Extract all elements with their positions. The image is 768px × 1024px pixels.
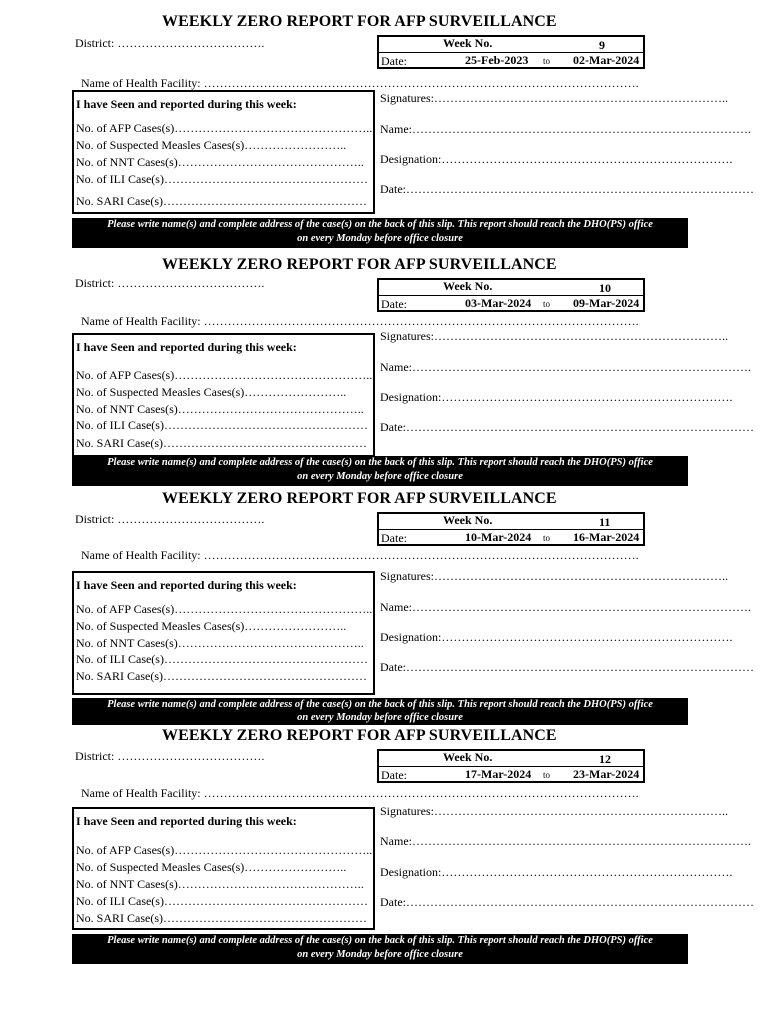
measles-cases-field[interactable]: No. of Suspected Measles Cases(s)…………………….. <box>76 619 347 633</box>
name-field[interactable]: Name:…………………………………………………………………………. <box>380 600 751 614</box>
signatures-field[interactable]: Signatures:……………………………………………………………….. <box>380 329 728 343</box>
cases-box <box>72 333 375 457</box>
ili-cases-field[interactable]: No. of ILI Case(s)…………………………………………… <box>76 418 368 432</box>
week-box <box>377 35 645 69</box>
cases-box <box>72 807 375 930</box>
banner-line-2: on every Monday before office closure <box>297 949 463 960</box>
ili-cases-field[interactable]: No. of ILI Case(s)…………………………………………… <box>76 894 368 908</box>
cases-heading: I have Seen and reported during this week: <box>76 97 297 111</box>
health-facility-field[interactable]: Name of Health Facility: ………………………………………………………………………………………………. <box>81 76 639 90</box>
date-label: Date: <box>381 531 407 545</box>
banner-line-2: on every Monday before office closure <box>297 471 463 482</box>
sari-cases-field[interactable]: No. SARI Case(s)…………………………………………… <box>76 436 367 450</box>
cases-box <box>72 571 375 695</box>
signature-date-field[interactable]: Date:…………………………………………………………………………… <box>380 895 754 909</box>
health-facility-field[interactable]: Name of Health Facility: ………………………………………………………………………………………………. <box>81 548 639 562</box>
week-no-label: Week No. <box>443 36 493 50</box>
signatures-field[interactable]: Signatures:……………………………………………………………….. <box>380 569 728 583</box>
signatures-field[interactable]: Signatures:……………………………………………………………….. <box>380 804 728 818</box>
date-to: 09-Mar-2024 <box>573 296 640 310</box>
cases-heading: I have Seen and reported during this week: <box>76 814 297 828</box>
week-number: 9 <box>599 38 605 52</box>
name-field[interactable]: Name:…………………………………………………………………………. <box>380 360 751 374</box>
date-from: 03-Mar-2024 <box>465 296 532 310</box>
ili-cases-field[interactable]: No. of ILI Case(s)…………………………………………… <box>76 172 368 186</box>
health-facility-field[interactable]: Name of Health Facility: ………………………………………………………………………………………………. <box>81 786 639 800</box>
measles-cases-field[interactable]: No. of Suspected Measles Cases(s)…………………….. <box>76 860 347 874</box>
signature-date-field[interactable]: Date:…………………………………………………………………………… <box>380 660 754 674</box>
report-slip <box>0 256 768 492</box>
district-field[interactable]: District: ………………………………. <box>75 276 265 290</box>
district-field[interactable]: District: ………………………………. <box>75 36 265 50</box>
nnt-cases-field[interactable]: No. of NNT Cases(s)……………………………………….. <box>76 155 364 169</box>
slip-title: WEEKLY ZERO REPORT FOR AFP SURVEILLANCE <box>162 490 557 507</box>
banner-line-1: Please write name(s) and complete address of the case(s) on the back of this slip. This report should reach the DHO(PS) office <box>107 935 653 946</box>
instruction-banner <box>72 698 688 725</box>
week-number: 10 <box>599 281 611 295</box>
week-number: 11 <box>599 515 611 529</box>
ili-cases-field[interactable]: No. of ILI Case(s)…………………………………………… <box>76 652 368 666</box>
nnt-cases-field[interactable]: No. of NNT Cases(s)……………………………………….. <box>76 402 364 416</box>
instruction-banner <box>72 218 688 248</box>
date-to-label: to <box>543 770 551 780</box>
week-number: 12 <box>599 752 611 766</box>
afp-cases-field[interactable]: No. of AFP Cases(s)………………………………………….. <box>76 843 373 857</box>
date-from: 10-Mar-2024 <box>465 530 532 544</box>
banner-line-1: Please write name(s) and complete address of the case(s) on the back of this slip. This report should reach the DHO(PS) office <box>107 219 653 230</box>
date-from: 25-Feb-2023 <box>465 53 529 67</box>
banner-line-2: on every Monday before office closure <box>297 233 463 244</box>
designation-field[interactable]: Designation:………………………………………………………………. <box>380 865 733 879</box>
date-label: Date: <box>381 54 407 68</box>
name-field[interactable]: Name:…………………………………………………………………………. <box>380 122 751 136</box>
slip-title: WEEKLY ZERO REPORT FOR AFP SURVEILLANCE <box>162 727 557 744</box>
cases-box <box>72 90 375 214</box>
district-field[interactable]: District: ………………………………. <box>75 512 265 526</box>
week-box <box>377 512 645 546</box>
name-field[interactable]: Name:…………………………………………………………………………. <box>380 834 751 848</box>
date-from: 17-Mar-2024 <box>465 767 532 781</box>
afp-cases-field[interactable]: No. of AFP Cases(s)………………………………………….. <box>76 602 373 616</box>
report-slip <box>0 490 768 726</box>
date-label: Date: <box>381 768 407 782</box>
designation-field[interactable]: Designation:………………………………………………………………. <box>380 390 733 404</box>
banner-line-1: Please write name(s) and complete address of the case(s) on the back of this slip. This report should reach the DHO(PS) office <box>107 457 653 468</box>
designation-field[interactable]: Designation:………………………………………………………………. <box>380 630 733 644</box>
afp-cases-field[interactable]: No. of AFP Cases(s)………………………………………….. <box>76 121 373 135</box>
cases-heading: I have Seen and reported during this week: <box>76 578 297 592</box>
measles-cases-field[interactable]: No. of Suspected Measles Cases(s)…………………….. <box>76 385 347 399</box>
date-to-label: to <box>543 533 551 543</box>
week-box <box>377 749 645 783</box>
report-slip <box>0 13 768 249</box>
sari-cases-field[interactable]: No. SARI Case(s)…………………………………………… <box>76 669 367 683</box>
week-box <box>377 278 645 312</box>
week-no-label: Week No. <box>443 279 493 293</box>
cases-heading: I have Seen and reported during this week: <box>76 340 297 354</box>
date-label: Date: <box>381 297 407 311</box>
nnt-cases-field[interactable]: No. of NNT Cases(s)……………………………………….. <box>76 877 364 891</box>
instruction-banner <box>72 934 688 964</box>
nnt-cases-field[interactable]: No. of NNT Cases(s)……………………………………….. <box>76 636 364 650</box>
slip-title: WEEKLY ZERO REPORT FOR AFP SURVEILLANCE <box>162 13 557 30</box>
date-to: 02-Mar-2024 <box>573 53 640 67</box>
signature-date-field[interactable]: Date:…………………………………………………………………………… <box>380 420 754 434</box>
district-field[interactable]: District: ………………………………. <box>75 749 265 763</box>
measles-cases-field[interactable]: No. of Suspected Measles Cases(s)…………………….. <box>76 138 347 152</box>
report-slip <box>0 727 768 963</box>
instruction-banner <box>72 456 688 486</box>
banner-line-2: on every Monday before office closure <box>297 712 463 723</box>
slip-title: WEEKLY ZERO REPORT FOR AFP SURVEILLANCE <box>162 256 557 273</box>
signatures-field[interactable]: Signatures:……………………………………………………………….. <box>380 91 728 105</box>
week-no-label: Week No. <box>443 750 493 764</box>
date-to: 16-Mar-2024 <box>573 530 640 544</box>
banner-line-1: Please write name(s) and complete address of the case(s) on the back of this slip. This report should reach the DHO(PS) office <box>107 699 653 710</box>
designation-field[interactable]: Designation:………………………………………………………………. <box>380 152 733 166</box>
date-to-label: to <box>543 56 551 66</box>
date-to: 23-Mar-2024 <box>573 767 640 781</box>
week-no-label: Week No. <box>443 513 493 527</box>
sari-cases-field[interactable]: No. SARI Case(s)…………………………………………… <box>76 911 367 925</box>
sari-cases-field[interactable]: No. SARI Case(s)…………………………………………… <box>76 194 367 208</box>
date-to-label: to <box>543 299 551 309</box>
health-facility-field[interactable]: Name of Health Facility: ………………………………………………………………………………………………. <box>81 314 639 328</box>
afp-cases-field[interactable]: No. of AFP Cases(s)………………………………………….. <box>76 368 373 382</box>
signature-date-field[interactable]: Date:…………………………………………………………………………… <box>380 182 754 196</box>
